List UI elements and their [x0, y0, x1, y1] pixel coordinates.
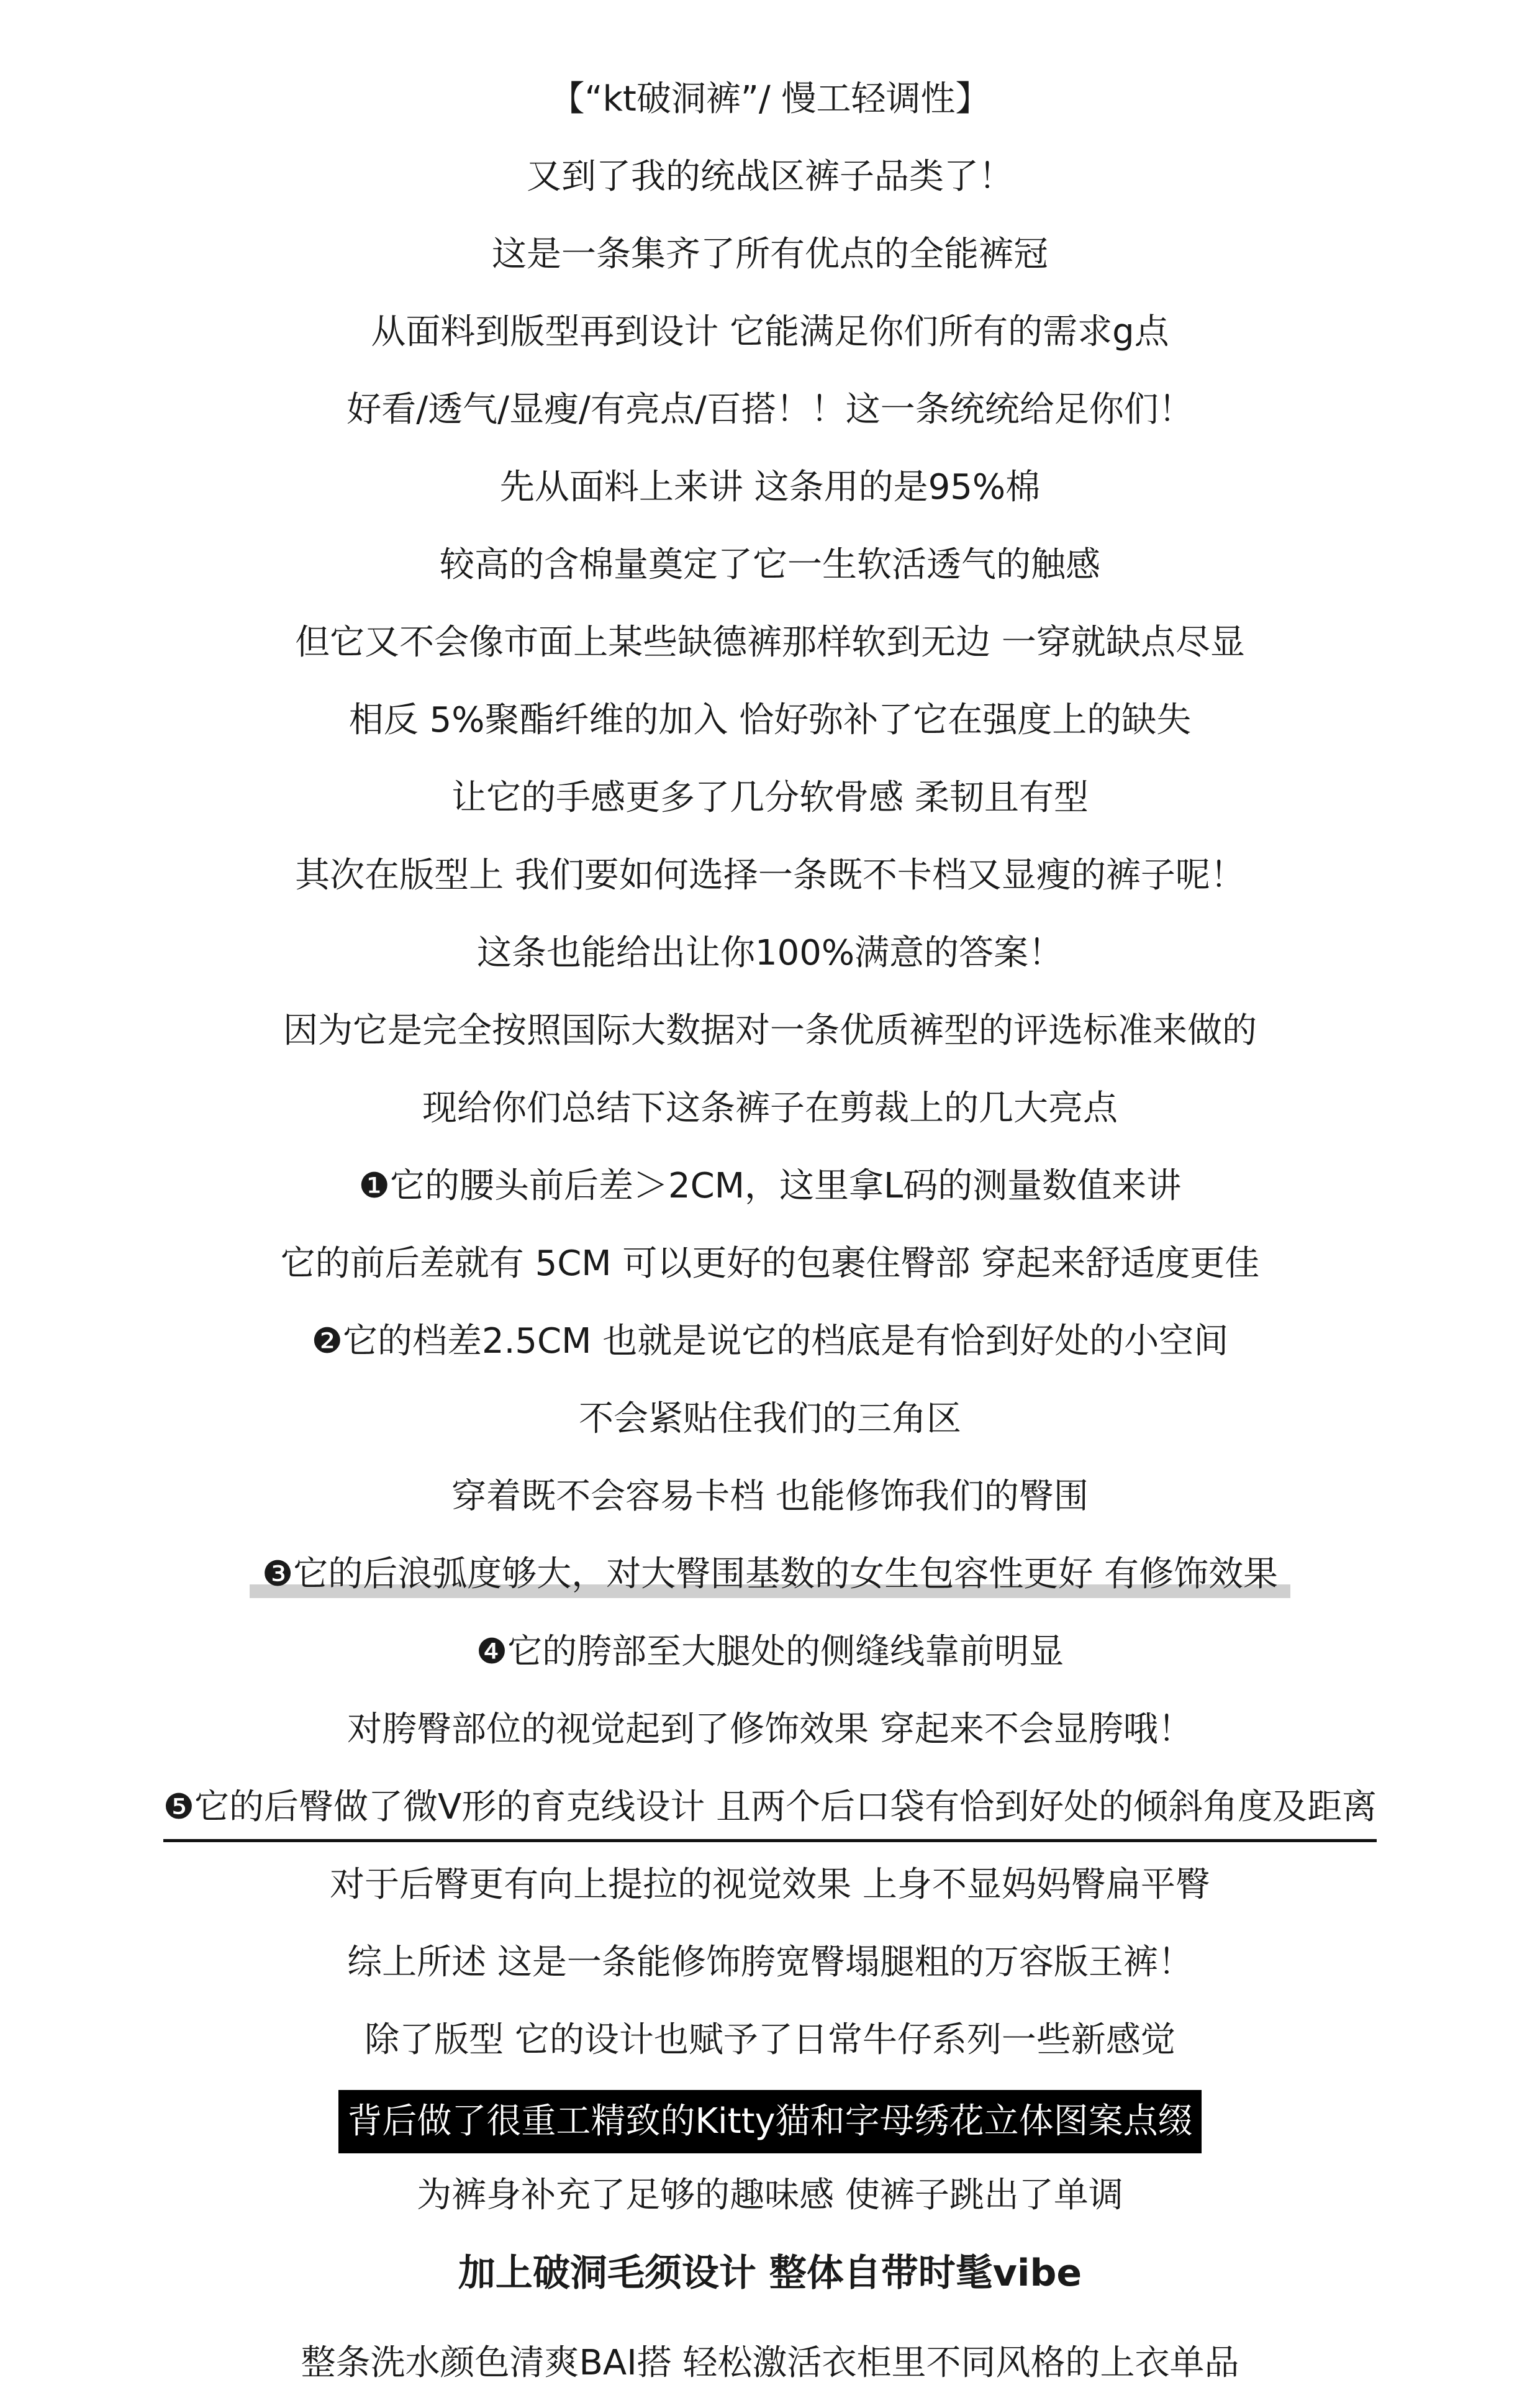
text-line: 先从面料上来讲 这条用的是95%棉	[499, 467, 1041, 507]
black-highlight: 背后做了很重工精致的Kitty猫和字母绣花立体图案点缀	[338, 2090, 1201, 2153]
text-line: 又到了我的统战区裤子品类了！	[527, 157, 1013, 197]
inverse-highlight-line	[0, 2090, 1540, 2146]
text-line: 它的前后差就有 5CM 可以更好的包裹住臀部 穿起来舒适度更佳	[280, 1243, 1260, 1284]
feature-point-5	[0, 1779, 1540, 1835]
text-line: 因为它是完全按照国际大数据对一条优质裤型的评选标准来做的	[283, 1011, 1257, 1051]
title-line: 【“kt破洞裤”/ 慢工轻调性】	[550, 79, 990, 119]
text-line: 不会紧贴住我们的三角区	[579, 1399, 961, 1439]
text-line: 除了版型 它的设计也赋予了日常牛仔系列一些新感觉	[365, 2020, 1175, 2060]
text-line: 对胯臀部位的视觉起到了修饰效果 穿起来不会显胯哦！	[347, 1709, 1193, 1750]
text-line: 较高的含棉量奠定了它一生软活透气的触感	[440, 545, 1100, 585]
gray-highlight: ❸它的后浪弧度够大，对大臀围基数的女生包容性更好 有修饰效果	[250, 1547, 1290, 1602]
text-line: 这条也能给出让你100%满意的答案！	[476, 933, 1064, 973]
text-line: 相反 5%聚酯纤维的加入 恰好弥补了它在强度上的缺失	[348, 700, 1192, 740]
text-line: 穿着既不会容易卡档 也能修饰我们的臀围	[451, 1476, 1089, 1517]
text-line: 其次在版型上 我们要如何选择一条既不卡档又显瘦的裤子呢！	[295, 855, 1245, 896]
text-line: 让它的手感更多了几分软骨感 柔韧且有型	[451, 778, 1089, 818]
text-line: 综上所述 这是一条能修饰胯宽臀塌腿粗的万容版王裤！	[347, 1942, 1193, 1983]
text-line: 但它又不会像市面上某些缺德裤那样软到无边 一穿就缺点尽显	[295, 622, 1245, 663]
text-line: 对于后臀更有向上提拉的视觉效果 上身不显妈妈臀扁平臀	[330, 1865, 1210, 1905]
text-line: 这是一条集齐了所有优点的全能裤冠	[492, 234, 1048, 275]
text-line: 为裤身补充了足够的趣味感 使裤子跳出了单调	[417, 2175, 1123, 2215]
text-line: 从面料到版型再到设计 它能满足你们所有的需求g点	[371, 312, 1169, 352]
feature-point-3	[0, 1547, 1540, 1602]
feature-point-1: ❶它的腰头前后差＞2CM，这里拿L码的测量数值来讲	[358, 1166, 1182, 1206]
underlined-text: ❺它的后臀做了微V形的育克线设计 且两个后口袋有恰到好处的倾斜角度及距离	[163, 1779, 1377, 1842]
cut-off-line: 整条洗水颜色清爽BAI搭 轻松激活衣柜里不同风格的上衣单品	[301, 2343, 1239, 2383]
text-line: 好看/透气/显瘦/有亮点/百搭！！这一条统统给足你们！	[346, 389, 1194, 430]
text-line: 现给你们总结下这条裤子在剪裁上的几大亮点	[422, 1088, 1118, 1129]
feature-point-4: ❹它的胯部至大腿处的侧缝线靠前明显	[476, 1632, 1064, 1672]
feature-point-2: ❷它的档差2.5CM 也就是说它的档底是有恰到好处的小空间	[311, 1321, 1229, 1361]
bold-line: 加上破洞毛须设计 整体自带时髦vibe	[458, 2251, 1082, 2295]
